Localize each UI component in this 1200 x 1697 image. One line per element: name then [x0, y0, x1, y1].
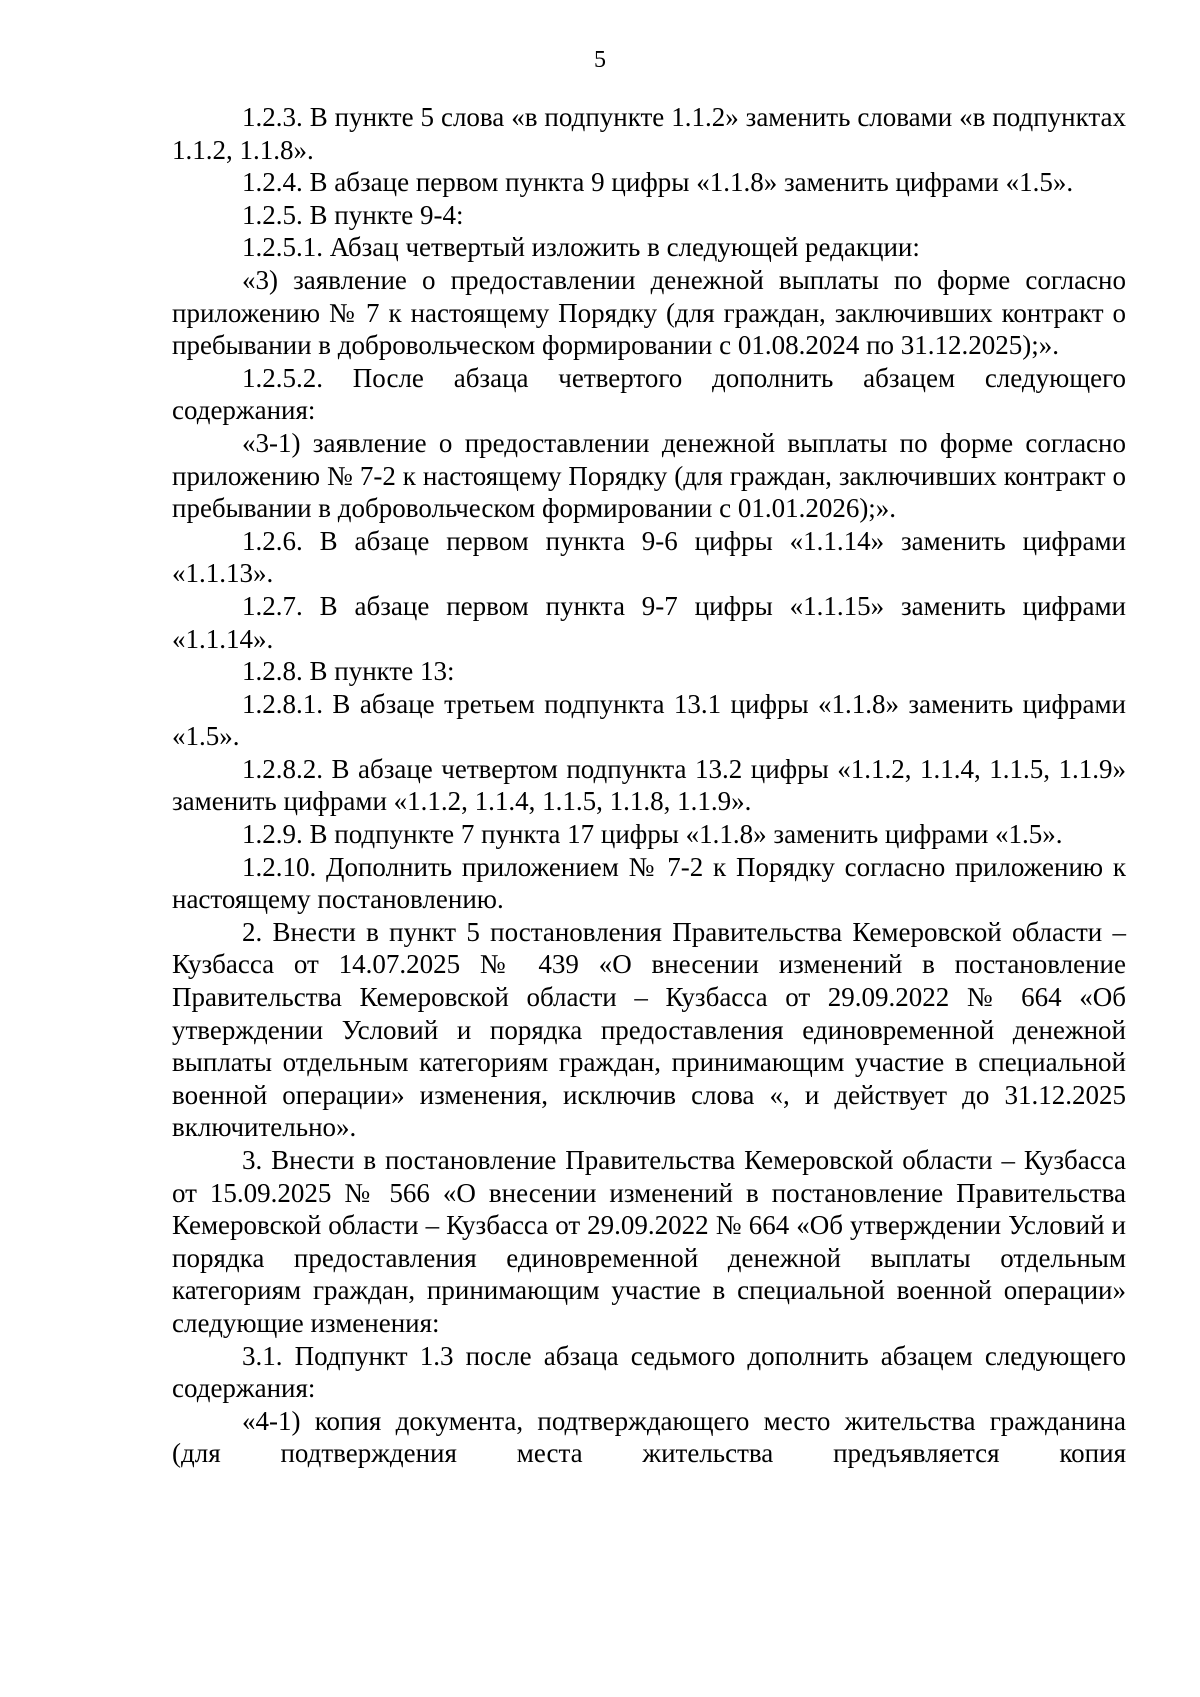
paragraph-1-2-8-2: 1.2.8.2. В абзаце четвертом подпункта 13.2 цифры «1.1.2, 1.1.4, 1.1.5, 1.1.9» заменить цифрами «1.1.2, 1.1.4, 1.1.5, 1.1.8, 1.1.9». [172, 753, 1126, 817]
paragraph-quote-3-1: «3-1) заявление о предоставлении денежной выплаты по форме согласно приложению № 7-2 к настоящему Порядку (для граждан, заключивших контракт о пребывании в добровольческом формировании с 01.01.2026);». [172, 427, 1126, 524]
paragraph-1-2-10: 1.2.10. Дополнить приложением № 7-2 к Порядку согласно приложению к настоящему постановлению. [172, 851, 1126, 915]
paragraph-quote-3: «3) заявление о предоставлении денежной выплаты по форме согласно приложению № 7 к настоящему Порядку (для граждан, заключивших контракт о пребывании в добровольческом формировании с 01.08.2024 по 31.12.2025);». [172, 264, 1126, 361]
paragraph-1-2-8-1: 1.2.8.1. В абзаце третьем подпункта 13.1 цифры «1.1.8» заменить цифрами «1.5». [172, 688, 1126, 752]
paragraph-quote-4-1: «4-1) копия документа, подтверждающего место жительства гражданина (для подтверждения места жительства предъявляется копия [172, 1405, 1126, 1469]
paragraph-1-2-5-1: 1.2.5.1. Абзац четвертый изложить в следующей редакции: [242, 232, 920, 263]
paragraph-1-2-9: 1.2.9. В подпункте 7 пункта 17 цифры «1.1.8» заменить цифрами «1.5». [242, 819, 1063, 850]
paragraph-1-2-3: 1.2.3. В пункте 5 слова «в подпункте 1.1.2» заменить словами «в подпунктах 1.1.2, 1.1.8». [172, 102, 1126, 165]
paragraph-1-2-8: 1.2.8. В пункте 13: [242, 656, 455, 687]
page-number: 5 [594, 47, 606, 73]
document-body [172, 101, 1126, 1470]
paragraph-1-2-5-2: 1.2.5.2. После абзаца четвертого дополнить абзацем следующего содержания: [172, 362, 1126, 426]
paragraph-3: 3. Внести в постановление Правительства Кемеровской области – Кузбасса от 15.09.2025 № 566 «О внесении изменений в постановление Правительства Кемеровской области – Кузбасса от 29.09.2022 № 664 «Об утверждении Условий и порядка предоставления единовременной денежной выплаты отдельным категориям граждан, принимающим участие в специальной военной операции» следующие изменения: [172, 1145, 1126, 1338]
paragraph-2: 2. Внести в пункт 5 постановления Правительства Кемеровской области – Кузбасса от 14.07.2025 № 439 «О внесении изменений в постановление Правительства Кемеровской области – Кузбасса от 29.09.2022 № 664 «Об утверждении Условий и порядка предоставления единовременной денежной выплаты отдельным категориям граждан, принимающим участие в специальной военной операции» изменения, исключив слова «, и действует до 31.12.2025 включительно». [172, 916, 1126, 1143]
paragraph-1-2-5: 1.2.5. В пункте 9-4: [242, 199, 464, 230]
paragraph-1-2-7: 1.2.7. В абзаце первом пункта 9-7 цифры «1.1.15» заменить цифрами «1.1.14». [172, 590, 1126, 654]
paragraph-3-1: 3.1. Подпункт 1.3 после абзаца седьмого дополнить абзацем следующего содержания: [172, 1340, 1126, 1404]
paragraph-1-2-6: 1.2.6. В абзаце первом пункта 9-6 цифры «1.1.14» заменить цифрами «1.1.13». [172, 525, 1126, 589]
paragraph-1-2-4: 1.2.4. В абзаце первом пункта 9 цифры «1.1.8» заменить цифрами «1.5». [242, 167, 1074, 198]
